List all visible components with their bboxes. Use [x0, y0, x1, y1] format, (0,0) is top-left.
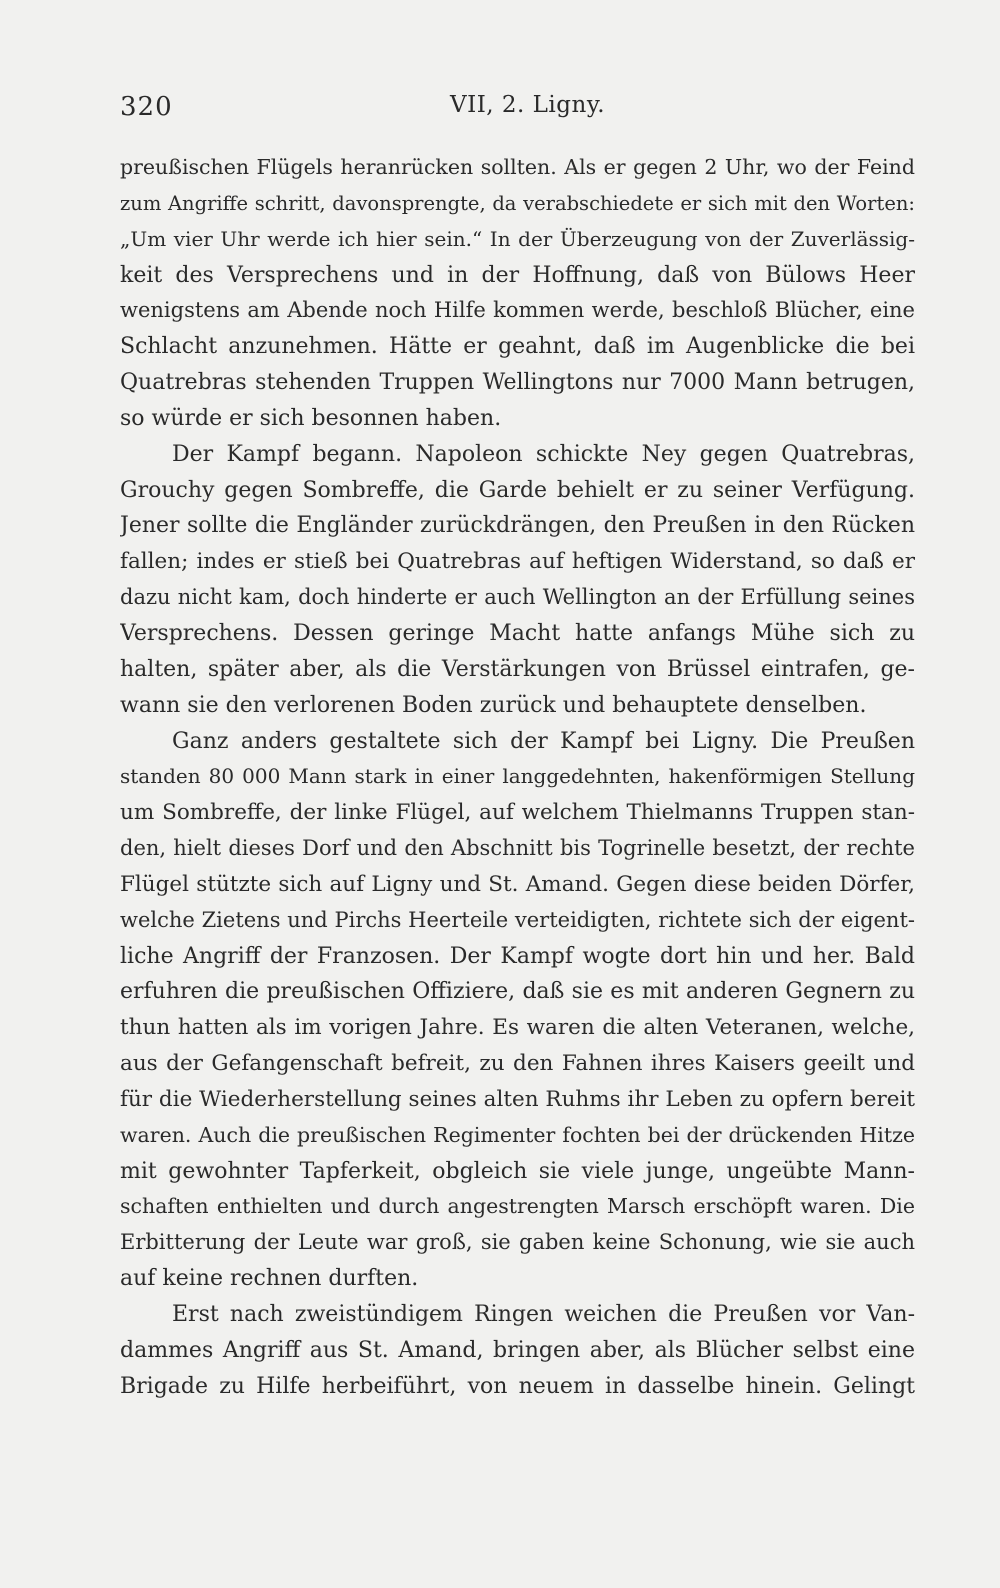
text-line: „Um vier Uhr werde ich hier sein.“ In der Überzeugung von der Zuverlässig- — [120, 226, 915, 251]
text-line: um Sombreffe, der linke Flügel, auf welchem Thielmanns Truppen stan- — [120, 800, 915, 826]
text-line: den, hielt dieses Dorf und den Abschnitt bis Togrinelle besetzt, der rechte — [120, 836, 915, 861]
text-line: liche Angriff der Franzosen. Der Kampf wogte dort hin und her. Bald — [120, 943, 915, 969]
text-line: welche Zietens und Pirchs Heerteile verteidigten, richtete sich der eigent- — [120, 907, 915, 932]
text-line: waren. Auch die preußischen Regimenter fochten bei der drückenden Hitze — [120, 1122, 915, 1147]
text-line: zum Angriffe schritt, davonsprengte, da verabschiedete er sich mit den Worten: — [120, 191, 915, 215]
text-line: dazu nicht kam, doch hinderte er auch Wellington an der Erfüllung seines — [120, 585, 915, 610]
text-line: wann sie den verlorenen Boden zurück und behauptete denselben. — [120, 692, 867, 718]
text-line: halten, später aber, als die Verstärkungen von Brüssel eintrafen, ge- — [120, 656, 915, 682]
text-line: aus der Gefangenschaft befreit, zu den Fahnen ihres Kaisers geeilt und — [120, 1051, 915, 1077]
text-line: so würde er sich besonnen haben. — [120, 405, 502, 431]
text-line: dammes Angriff aus St. Amand, bringen aber, als Blücher selbst eine — [120, 1337, 915, 1363]
text-line: keit des Versprechens und in der Hoffnung, daß von Bülows Heer — [120, 262, 915, 288]
body-text — [120, 150, 915, 1405]
text-line: preußischen Flügels heranrücken sollten. Als er gegen 2 Uhr, wo der Feind — [120, 155, 915, 179]
running-head — [120, 92, 915, 132]
text-line: Schlacht anzunehmen. Hätte er geahnt, daß im Augenblicke die bei — [120, 334, 915, 360]
text-line: auf keine rechnen durften. — [120, 1266, 419, 1292]
text-line: Erbitterung der Leute war groß, sie gaben keine Schonung, wie sie auch — [120, 1230, 915, 1255]
text-line: Erst nach zweistündigem Ringen weichen die Preußen vor Van- — [172, 1302, 915, 1327]
text-line: wenigstens am Abende noch Hilfe kommen werde, beschloß Blücher, eine — [120, 298, 915, 323]
text-line: thun hatten als im vorigen Jahre. Es waren die alten Veteranen, welche, — [120, 1015, 915, 1041]
text-line: mit gewohnter Tapferkeit, obgleich sie viele junge, ungeübte Mann- — [120, 1158, 915, 1184]
text-line: standen 80 000 Mann stark in einer langgedehnten, hakenförmigen Stellung — [120, 764, 915, 789]
text-line: Der Kampf begann. Napoleon schickte Ney gegen Quatrebras, — [172, 441, 915, 467]
text-line: Versprechens. Dessen geringe Macht hatte anfangs Mühe sich zu — [120, 620, 915, 646]
text-line: Quatrebras stehenden Truppen Wellingtons nur 7000 Mann betrugen, — [120, 370, 915, 396]
text-line: Jener sollte die Engländer zurückdrängen, den Preußen in den Rücken — [120, 513, 915, 539]
text-line: schaften enthielten und durch angestrengten Marsch erschöpft waren. Die — [120, 1194, 915, 1219]
text-line: Brigade zu Hilfe herbeiführt, von neuem in dasselbe hinein. Gelingt — [120, 1373, 915, 1399]
running-title: VII, 2. Ligny. — [450, 92, 606, 118]
page-number: 320 — [120, 92, 173, 122]
text-line: Grouchy gegen Sombreffe, die Garde behielt er zu seiner Verfügung. — [120, 477, 915, 503]
text-line: für die Wiederherstellung seines alten Ruhms ihr Leben zu opfern bereit — [120, 1086, 915, 1112]
text-line: Flügel stützte sich auf Ligny und St. Amand. Gegen diese beiden Dörfer, — [120, 871, 915, 897]
text-line: Ganz anders gestaltete sich der Kampf bei Ligny. Die Preußen — [172, 728, 915, 754]
text-line: fallen; indes er stieß bei Quatrebras auf heftigen Widerstand, so daß er — [120, 549, 915, 575]
text-line: erfuhren die preußischen Offiziere, daß sie es mit anderen Gegnern zu — [120, 979, 915, 1005]
